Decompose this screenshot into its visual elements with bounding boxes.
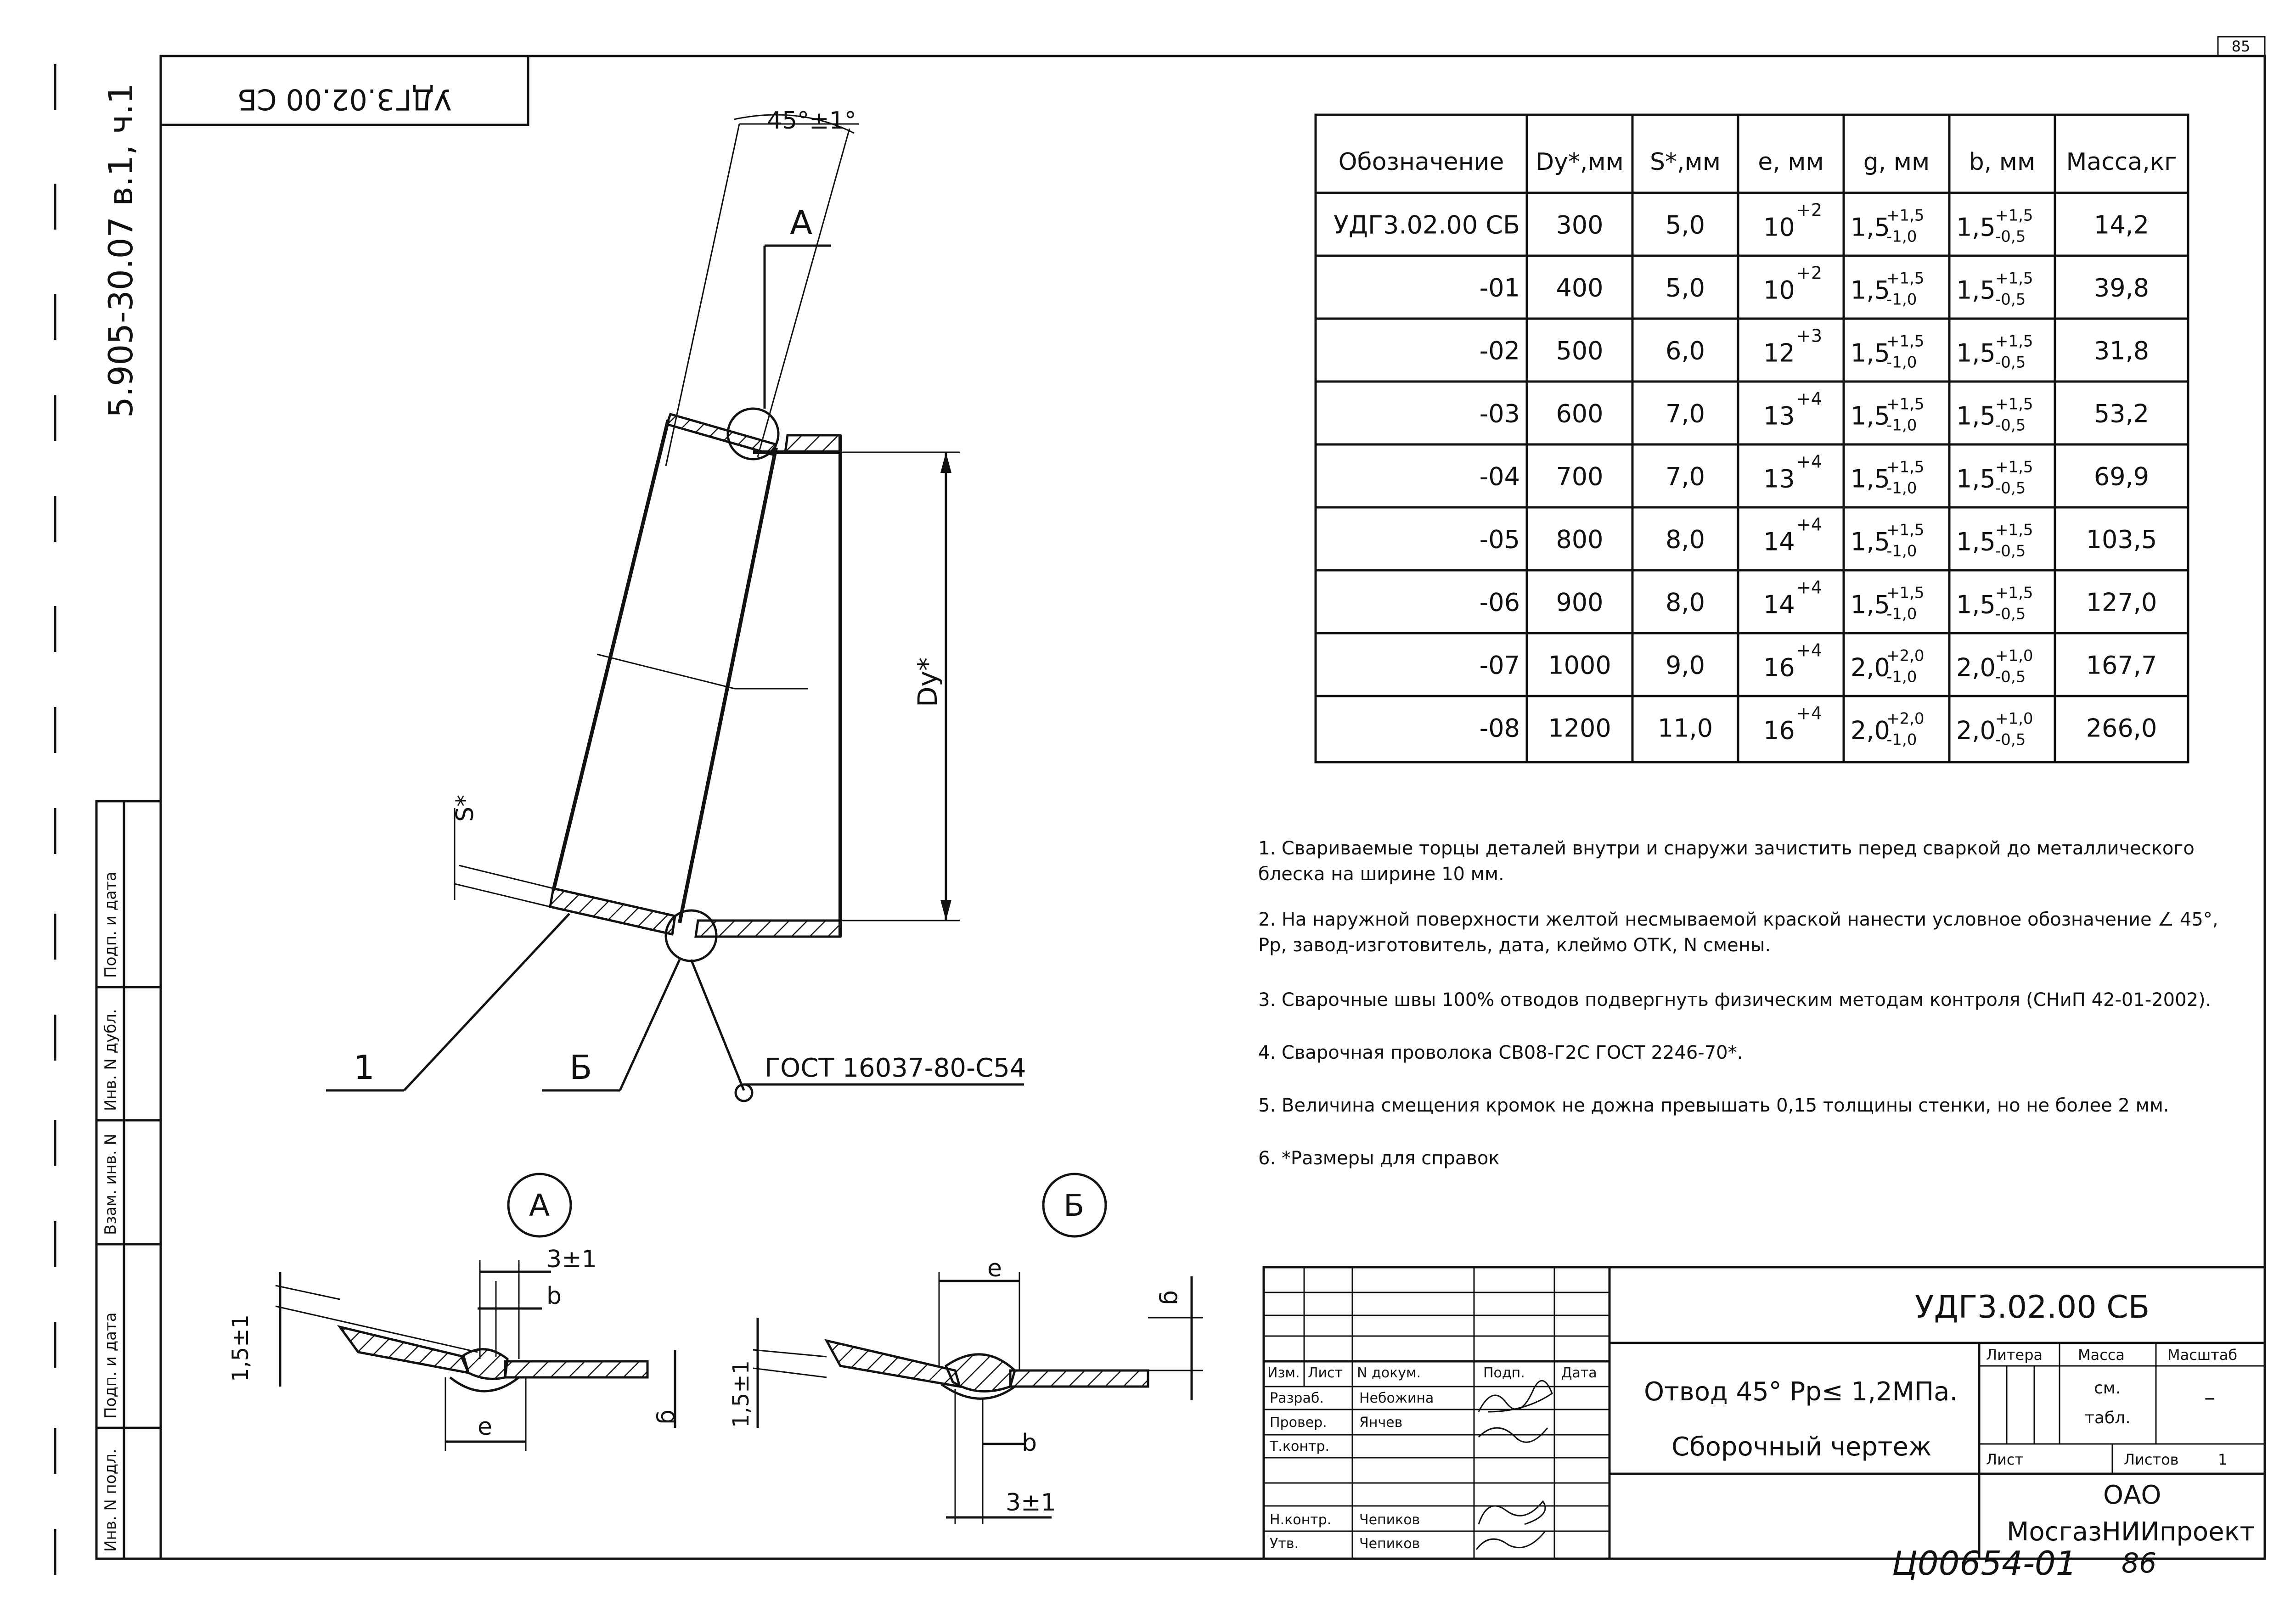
cell-designation: -05 — [1479, 525, 1520, 554]
tb-doc-number: УДГ3.02.00 СБ — [1915, 1289, 2150, 1325]
cell-designation: УДГ3.02.00 СБ — [1333, 210, 1520, 240]
cell-b-tol-down: -0,5 — [1995, 227, 2026, 246]
cell-g: 1,5 — [1851, 527, 1890, 556]
tb-col-list: Лист — [1308, 1365, 1343, 1381]
note-4: 4. Сварочная проволока СВ08-Г2С ГОСТ 2246-70*. — [1258, 1042, 1743, 1063]
cell-b-tol-up: +1,5 — [1995, 521, 2033, 539]
cell-g-tol-down: -1,0 — [1886, 605, 1917, 623]
page-number: 85 — [2231, 38, 2251, 55]
cell-b-tol-down: -0,5 — [1995, 542, 2026, 561]
cell-e: 10 — [1763, 213, 1795, 242]
cell-e: 10 — [1763, 275, 1795, 305]
side-label-vzam-inv: Взам. инв. N — [101, 1134, 120, 1235]
note-1: 1. Свариваемые торцы деталей внутри и снаружи зачистить перед сваркой до металлического блеска на ширине 10 мм. — [1258, 838, 2195, 885]
table-body — [1334, 200, 2157, 749]
detail-b-dim-b: b — [1022, 1429, 1037, 1457]
tb-massa-val2: табл. — [2085, 1409, 2131, 1427]
tb-role-tkontr: Т.контр. — [1270, 1438, 1330, 1455]
cell-g-tol-up: +2,0 — [1886, 646, 1925, 665]
cell-g-tol-down: -1,0 — [1886, 542, 1917, 561]
detail-a-dim-3: 3±1 — [546, 1246, 597, 1273]
detail-b-title: Б — [1064, 1188, 1085, 1223]
tb-org2: МосгазНИИпроект — [2007, 1517, 2255, 1547]
detail-a-title: А — [529, 1188, 550, 1223]
detail-a-dim-15: 1,5±1 — [228, 1314, 253, 1382]
side-label-sign-date-1: Подп. и дата — [101, 871, 120, 978]
tb-col-izm: Изм. — [1267, 1365, 1300, 1381]
side-label-inv-podl: Инв. N подл. — [101, 1449, 120, 1552]
cell-b-tol-down: -0,5 — [1995, 290, 2026, 309]
cell-s: 11,0 — [1657, 713, 1713, 743]
cell-g-tol-down: -1,0 — [1886, 353, 1917, 372]
cell-mass: 127,0 — [2086, 588, 2157, 617]
cell-g: 2,0 — [1851, 653, 1890, 682]
detail-a-dim-g: g — [655, 1410, 683, 1425]
cell-b-tol-down: -0,5 — [1995, 668, 2026, 686]
cell-e: 13 — [1763, 401, 1795, 431]
cell-b: 1,5 — [1956, 590, 1996, 619]
cell-s: 5,0 — [1666, 210, 1705, 240]
tb-name-prover: Янчев — [1359, 1415, 1403, 1431]
cell-b-tol-up: +1,5 — [1995, 269, 2033, 288]
cell-b: 1,5 — [1956, 338, 1996, 368]
cell-s: 9,0 — [1666, 651, 1705, 680]
cell-mass: 39,8 — [2093, 273, 2150, 303]
detail-a-dim-b: b — [546, 1282, 562, 1310]
cell-g-tol-down: -1,0 — [1886, 290, 1917, 309]
cell-b: 1,5 — [1956, 464, 1996, 494]
tb-col-podp: Подп. — [1483, 1365, 1525, 1381]
cell-g-tol-up: +1,5 — [1886, 521, 1925, 539]
cell-g-tol-up: +2,0 — [1886, 709, 1925, 728]
cell-e: 16 — [1763, 653, 1795, 682]
tb-col-data: Дата — [1561, 1365, 1597, 1381]
handwritten-number: Ц00654-01 — [1892, 1544, 2077, 1583]
detail-a — [276, 1174, 675, 1451]
cell-b-tol-down: -0,5 — [1995, 730, 2026, 749]
cell-g: 1,5 — [1851, 275, 1890, 305]
cell-dy: 900 — [1556, 588, 1604, 617]
cell-s: 5,0 — [1666, 273, 1705, 303]
cell-dy: 400 — [1556, 273, 1604, 303]
cell-b: 1,5 — [1956, 527, 1996, 556]
cell-b-tol-up: +1,5 — [1995, 458, 2033, 477]
cell-b: 2,0 — [1956, 716, 1996, 745]
cell-g: 1,5 — [1851, 338, 1890, 368]
note-6: 6. *Размеры для справок — [1258, 1148, 1500, 1169]
cell-designation: -04 — [1479, 462, 1520, 491]
cell-dy: 800 — [1556, 525, 1604, 554]
cell-designation: -03 — [1479, 399, 1520, 428]
cell-b-tol-up: +1,0 — [1995, 646, 2033, 665]
cell-e-tol: +2 — [1796, 200, 1823, 220]
th-dy: Dy*,мм — [1536, 148, 1624, 176]
tb-listov: Листов — [2124, 1451, 2179, 1468]
tb-role-nkontr: Н.контр. — [1270, 1512, 1332, 1528]
detail-b-dim-15: 1,5±1 — [728, 1360, 754, 1428]
cell-g-tol-up: +1,5 — [1886, 584, 1925, 602]
cell-designation: -02 — [1479, 336, 1520, 365]
cell-g-tol-up: +1,5 — [1886, 395, 1925, 414]
th-s: S*,мм — [1650, 148, 1721, 176]
callout-b: Б — [569, 1048, 592, 1087]
cell-dy: 1200 — [1548, 713, 1611, 743]
cell-e-tol: +4 — [1796, 451, 1823, 472]
cell-mass: 69,9 — [2093, 462, 2150, 491]
dim-dy-label: Dy* — [912, 657, 943, 707]
tb-name-utv: Чепиков — [1359, 1536, 1420, 1552]
tb-role-prover: Провер. — [1270, 1415, 1327, 1431]
dim-s-label: S* — [451, 794, 479, 822]
cell-s: 8,0 — [1666, 588, 1705, 617]
tb-list: Лист — [1986, 1451, 2024, 1468]
detail-b-dim-e: e — [987, 1255, 1002, 1282]
cell-designation: -07 — [1479, 651, 1520, 680]
side-label-sign-date-2: Подп. и дата — [101, 1312, 120, 1419]
cell-g: 1,5 — [1851, 590, 1890, 619]
cell-mass: 103,5 — [2086, 525, 2157, 554]
note-3: 3. Сварочные швы 100% отводов подвергнуть физическим методам контроля (СНиП 42-01-2002). — [1258, 989, 2212, 1011]
cell-dy: 500 — [1556, 336, 1604, 365]
note-2: 2. На наружной поверхности желтой несмываемой краской нанести условное обозначение ∠ 45°, Рр, завод-изготовитель, дата, клеймо ОТК, N смены. — [1258, 909, 2218, 956]
angle-label: 45°±1° — [767, 107, 856, 135]
cell-s: 8,0 — [1666, 525, 1705, 554]
th-designation: Обозначение — [1338, 148, 1504, 176]
cell-dy: 1000 — [1548, 651, 1611, 680]
cell-e-tol: +2 — [1796, 263, 1823, 283]
th-b: b, мм — [1969, 148, 2036, 176]
cell-mass: 31,8 — [2093, 336, 2150, 365]
detail-a-dim-e: e — [478, 1413, 492, 1441]
cell-mass: 266,0 — [2086, 713, 2157, 743]
view-a-label: А — [790, 203, 813, 242]
signatures — [1476, 1381, 1552, 1550]
cell-e-tol: +4 — [1796, 388, 1823, 409]
cell-mass: 167,7 — [2086, 651, 2157, 680]
cell-g-tol-down: -1,0 — [1886, 416, 1917, 435]
tb-massa-val1: см. — [2094, 1379, 2121, 1398]
note-5: 5. Величина смещения кромок не дожна превышать 0,15 толщины стенки, но не более 2 мм. — [1258, 1095, 2169, 1116]
tb-col-ndoc: N докум. — [1357, 1365, 1421, 1381]
doc-code-vertical: 5.905-30.07 в.1, ч.1 — [101, 83, 140, 418]
tb-listov-val: 1 — [2218, 1451, 2228, 1468]
cell-mass: 14,2 — [2093, 210, 2150, 240]
th-e: e, мм — [1758, 148, 1824, 176]
cell-g-tol-down: -1,0 — [1886, 479, 1917, 498]
cell-s: 7,0 — [1666, 462, 1705, 491]
tb-name-nkontr: Чепиков — [1359, 1512, 1420, 1528]
cell-mass: 53,2 — [2093, 399, 2150, 428]
cell-b: 1,5 — [1956, 213, 1996, 242]
cell-e: 14 — [1763, 527, 1795, 556]
tb-name-line1: Отвод 45° Рр≤ 1,2МПа. — [1644, 1377, 1958, 1407]
cell-b-tol-down: -0,5 — [1995, 479, 2026, 498]
cell-b: 2,0 — [1956, 653, 1996, 682]
cell-e: 13 — [1763, 464, 1795, 494]
cell-b: 1,5 — [1956, 401, 1996, 431]
cell-s: 6,0 — [1666, 336, 1705, 365]
cell-e-tol: +4 — [1796, 703, 1823, 724]
cell-b-tol-down: -0,5 — [1995, 353, 2026, 372]
cell-e-tol: +4 — [1796, 514, 1823, 535]
top-stamp-text: УДГ3.02.00 СБ — [237, 83, 452, 116]
cell-b-tol-up: +1,0 — [1995, 709, 2033, 728]
table-header — [1339, 148, 2177, 176]
cell-g: 1,5 — [1851, 464, 1890, 494]
callout-1: 1 — [354, 1048, 375, 1087]
side-stamp — [96, 801, 161, 1559]
th-g: g, мм — [1863, 148, 1930, 176]
th-mass: Масса,кг — [2066, 148, 2177, 176]
cell-b-tol-up: +1,5 — [1995, 332, 2033, 351]
elbow-drawing — [326, 115, 1024, 1101]
tb-name-razrab: Небожина — [1359, 1390, 1434, 1406]
cell-designation: -01 — [1479, 273, 1520, 303]
cell-e-tol: +4 — [1796, 640, 1823, 661]
cell-e: 16 — [1763, 716, 1795, 745]
tb-massa: Масса — [2078, 1346, 2125, 1364]
cell-g-tol-up: +1,5 — [1886, 206, 1925, 225]
tb-name-line2: Сборочный чертеж — [1671, 1432, 1932, 1462]
cell-b-tol-up: +1,5 — [1995, 395, 2033, 414]
detail-b — [753, 1174, 1203, 1524]
weld-standard-label: ГОСТ 16037-80-С54 — [765, 1053, 1026, 1083]
cell-b-tol-up: +1,5 — [1995, 206, 2033, 225]
cell-g-tol-up: +1,5 — [1886, 458, 1925, 477]
cell-g: 2,0 — [1851, 716, 1890, 745]
cell-s: 7,0 — [1666, 399, 1705, 428]
handwritten-sheet: 86 — [2122, 1547, 2157, 1579]
cell-b-tol-down: -0,5 — [1995, 416, 2026, 435]
tb-litera: Литера — [1986, 1346, 2043, 1364]
cell-g-tol-up: +1,5 — [1886, 269, 1925, 288]
cell-g-tol-up: +1,5 — [1886, 332, 1925, 351]
cell-g-tol-down: -1,0 — [1886, 227, 1917, 246]
detail-b-dim-g: g — [1158, 1290, 1186, 1306]
cell-g-tol-down: -1,0 — [1886, 730, 1917, 749]
cell-b-tol-up: +1,5 — [1995, 584, 2033, 602]
cell-g-tol-down: -1,0 — [1886, 668, 1917, 686]
tb-masshtab-val: – — [2204, 1385, 2215, 1410]
cell-dy: 300 — [1556, 210, 1604, 240]
cell-e-tol: +4 — [1796, 577, 1823, 598]
cell-b: 1,5 — [1956, 275, 1996, 305]
tb-role-razrab: Разраб. — [1270, 1390, 1324, 1406]
side-label-inv-dubl: Инв. N дубл. — [101, 1009, 120, 1111]
cell-e: 12 — [1763, 338, 1795, 368]
cell-dy: 600 — [1556, 399, 1604, 428]
tb-role-utv: Утв. — [1270, 1536, 1299, 1552]
cell-designation: -06 — [1479, 588, 1520, 617]
cell-b-tol-down: -0,5 — [1995, 605, 2026, 623]
cell-e: 14 — [1763, 590, 1795, 619]
cell-dy: 700 — [1556, 462, 1604, 491]
cell-e-tol: +3 — [1796, 326, 1823, 346]
tb-org1: ОАО — [2103, 1480, 2161, 1510]
detail-b-dim-3: 3±1 — [1006, 1489, 1056, 1516]
cell-g: 1,5 — [1851, 213, 1890, 242]
cell-designation: -08 — [1479, 713, 1520, 743]
tb-masshtab: Масштаб — [2167, 1346, 2238, 1364]
cell-g: 1,5 — [1851, 401, 1890, 431]
